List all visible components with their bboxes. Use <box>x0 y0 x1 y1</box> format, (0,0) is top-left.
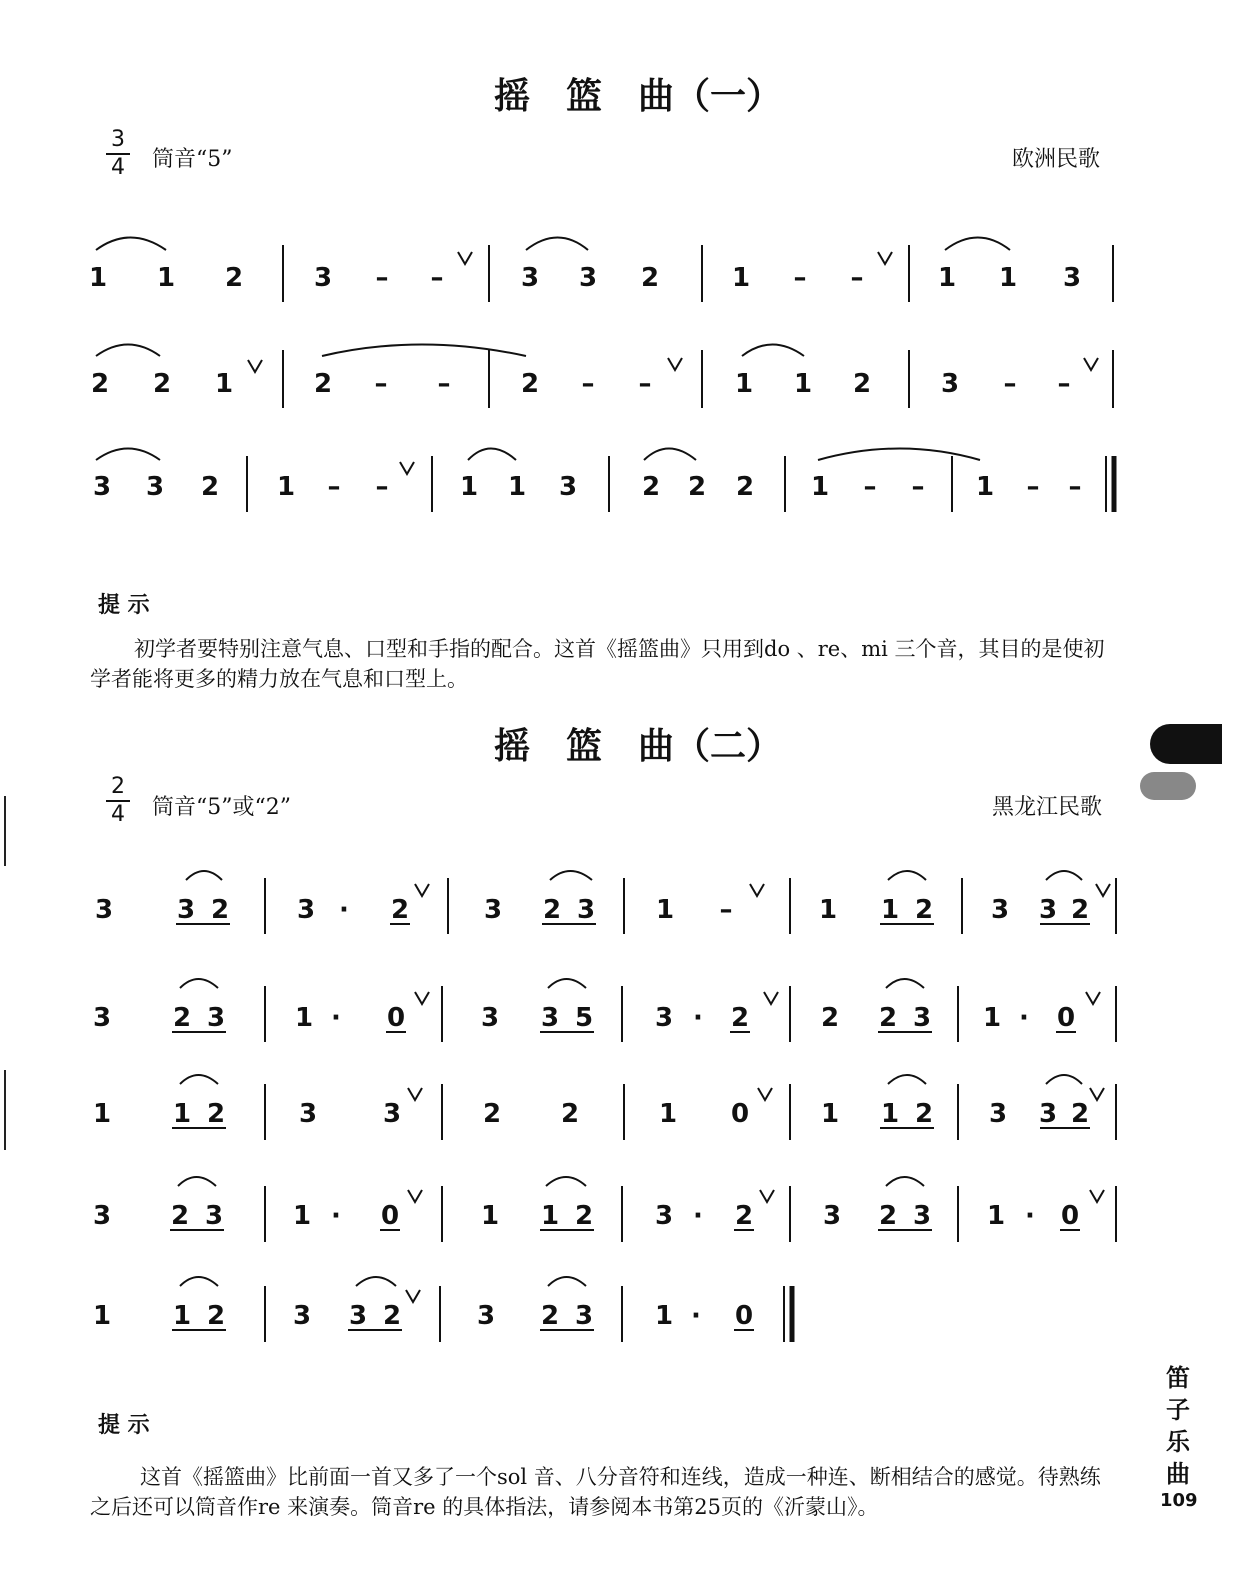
slur <box>178 1177 216 1186</box>
note: 0 <box>386 1003 406 1033</box>
note: 1 <box>507 472 527 502</box>
note-dash: – <box>437 369 451 399</box>
note: 2 <box>482 1099 502 1129</box>
note-dot: · <box>691 1301 701 1331</box>
note: 1 <box>880 1099 900 1129</box>
time-top: 2 <box>111 774 125 799</box>
note: 3 <box>520 263 540 293</box>
note: 3 <box>1062 263 1082 293</box>
note: 3 <box>92 472 112 502</box>
breath-mark <box>760 1190 774 1202</box>
margin-line <box>4 796 6 866</box>
breath-mark <box>415 992 429 1004</box>
tip2-label: 提 示 <box>98 1412 150 1438</box>
slur <box>1046 1075 1082 1084</box>
note-dash: – <box>430 263 444 293</box>
note: 0 <box>730 1099 750 1129</box>
note: 2 <box>210 895 230 925</box>
tip1-text: 初学者要特别注意气息、口型和手指的配合。这首《摇篮曲》只用到do 、re、mi 三个音，其目的是使初学者能将更多的精力放在气息和口型上。 <box>90 637 1105 691</box>
note: 1 <box>92 1301 112 1331</box>
note: 1 <box>88 263 108 293</box>
note-dot: · <box>693 1201 703 1231</box>
note: 1 <box>975 472 995 502</box>
note: 2 <box>1070 895 1090 925</box>
note: 2 <box>224 263 244 293</box>
note: 1 <box>982 1003 1002 1033</box>
note: 2 <box>820 1003 840 1033</box>
note: 3 <box>558 472 578 502</box>
note: 0 <box>1060 1201 1080 1231</box>
note: 3 <box>988 1099 1008 1129</box>
note: 0 <box>1056 1003 1076 1033</box>
note-dot: · <box>331 1201 341 1231</box>
note: 2 <box>200 472 220 502</box>
breath-mark <box>764 992 778 1004</box>
note: 3 <box>990 895 1010 925</box>
breath-mark <box>408 1190 422 1202</box>
note: 1 <box>986 1201 1006 1231</box>
note: 2 <box>914 895 934 925</box>
note: 1 <box>937 263 957 293</box>
note-dash: – <box>793 263 807 293</box>
slur <box>356 1277 396 1286</box>
breath-mark <box>758 1088 772 1100</box>
note: 3 <box>654 1201 674 1231</box>
breath-mark <box>1086 992 1100 1004</box>
note: 2 <box>542 895 562 925</box>
note: 3 <box>145 472 165 502</box>
song2-tube-note: 筒音“5”或“2” <box>152 795 291 820</box>
note: 2 <box>560 1099 580 1129</box>
note: 5 <box>574 1003 594 1033</box>
note-dash: – <box>374 369 388 399</box>
song1-title: 摇 篮 曲（一） <box>494 75 783 117</box>
note: 3 <box>480 1003 500 1033</box>
slur <box>1046 871 1082 880</box>
note: 3 <box>176 895 196 925</box>
song2-origin: 黑龙江民歌 <box>992 795 1103 820</box>
slur <box>546 1177 586 1186</box>
tip1-label: 提 示 <box>98 592 150 618</box>
song1-origin: 欧洲民歌 <box>1012 147 1101 172</box>
note: 2 <box>206 1099 226 1129</box>
slur <box>180 979 218 988</box>
note: 2 <box>313 369 333 399</box>
note: 1 <box>540 1201 560 1231</box>
note: 1 <box>810 472 830 502</box>
side-tab-gray <box>1140 772 1196 800</box>
note: 3 <box>1038 1099 1058 1129</box>
breath-mark <box>408 1088 422 1100</box>
note-dash: – <box>581 369 595 399</box>
note: 3 <box>912 1201 932 1231</box>
note: 3 <box>292 1301 312 1331</box>
note-dot: · <box>693 1003 703 1033</box>
note: 3 <box>348 1301 368 1331</box>
note: 1 <box>818 895 838 925</box>
note: 1 <box>734 369 754 399</box>
breath-mark <box>750 884 764 896</box>
note: 2 <box>540 1301 560 1331</box>
note: 3 <box>574 1301 594 1331</box>
note: 3 <box>540 1003 560 1033</box>
note: 2 <box>1070 1099 1090 1129</box>
note-dash: – <box>863 472 877 502</box>
note: 3 <box>92 1201 112 1231</box>
note: 1 <box>172 1099 192 1129</box>
note: 1 <box>793 369 813 399</box>
note: 1 <box>820 1099 840 1129</box>
note: 1 <box>480 1201 500 1231</box>
note-dash: – <box>911 472 925 502</box>
note: 2 <box>914 1099 934 1129</box>
note-dash: – <box>1068 472 1082 502</box>
time-bottom: 4 <box>111 155 125 180</box>
note: 1 <box>294 1003 314 1033</box>
note: 2 <box>878 1003 898 1033</box>
side-tab-dark <box>1150 724 1222 764</box>
note-dot: · <box>1019 1003 1029 1033</box>
note: 3 <box>912 1003 932 1033</box>
time-top: 3 <box>111 127 125 152</box>
note: 3 <box>578 263 598 293</box>
note: 2 <box>90 369 110 399</box>
note: 1 <box>92 1099 112 1129</box>
note-dash: – <box>638 369 652 399</box>
note: 3 <box>576 895 596 925</box>
slur <box>886 1177 924 1186</box>
song2-title: 摇 篮 曲（二） <box>494 725 783 767</box>
note-dash: – <box>375 263 389 293</box>
note: 3 <box>1038 895 1058 925</box>
breath-mark <box>415 884 429 896</box>
note-dash: – <box>1003 369 1017 399</box>
note-dash: – <box>1026 472 1040 502</box>
note: 3 <box>313 263 333 293</box>
note-dot: · <box>331 1003 341 1033</box>
note: 2 <box>735 472 755 502</box>
note-dash: – <box>327 472 341 502</box>
breath-mark <box>1096 884 1110 896</box>
note: 3 <box>296 895 316 925</box>
note: 2 <box>152 369 172 399</box>
slur <box>180 1277 218 1286</box>
note: 2 <box>574 1201 594 1231</box>
slur <box>548 1277 586 1286</box>
note: 2 <box>730 1003 750 1033</box>
slur <box>888 871 926 880</box>
note: 0 <box>380 1201 400 1231</box>
note: 0 <box>734 1301 754 1331</box>
note: 3 <box>654 1003 674 1033</box>
time-bottom: 4 <box>111 802 125 827</box>
note: 3 <box>382 1099 402 1129</box>
note: 3 <box>94 895 114 925</box>
slur <box>888 1075 926 1084</box>
song1-tube-note: 筒音“5” <box>152 147 233 172</box>
note: 1 <box>292 1201 312 1231</box>
breath-mark <box>1090 1088 1104 1100</box>
note: 1 <box>658 1099 678 1129</box>
note: 1 <box>880 895 900 925</box>
note: 2 <box>641 472 661 502</box>
note: 1 <box>655 895 675 925</box>
margin-line <box>4 1070 6 1150</box>
note: 2 <box>172 1003 192 1033</box>
note: 3 <box>204 1201 224 1231</box>
note: 1 <box>654 1301 674 1331</box>
note-dash: – <box>375 472 389 502</box>
side-category-text: 笛子乐曲 <box>1166 1363 1190 1488</box>
note: 1 <box>731 263 751 293</box>
slur <box>548 979 586 988</box>
note-dot: · <box>1025 1201 1035 1231</box>
note: 3 <box>206 1003 226 1033</box>
note: 1 <box>276 472 296 502</box>
note-dash: – <box>850 263 864 293</box>
note: 3 <box>476 1301 496 1331</box>
note: 2 <box>382 1301 402 1331</box>
note: 1 <box>998 263 1018 293</box>
note: 3 <box>92 1003 112 1033</box>
slur <box>886 979 924 988</box>
breath-mark <box>1090 1190 1104 1202</box>
note: 2 <box>734 1201 754 1231</box>
note: 2 <box>390 895 410 925</box>
slur <box>550 871 592 880</box>
note-dash: – <box>1057 369 1071 399</box>
note: 3 <box>298 1099 318 1129</box>
note: 2 <box>687 472 707 502</box>
note: 2 <box>640 263 660 293</box>
note: 2 <box>170 1201 190 1231</box>
slur <box>180 1075 218 1084</box>
note: 3 <box>822 1201 842 1231</box>
note-dot: · <box>339 895 349 925</box>
note: 3 <box>940 369 960 399</box>
slur <box>186 871 222 880</box>
note: 2 <box>206 1301 226 1331</box>
note: 1 <box>156 263 176 293</box>
note-dash: – <box>719 895 733 925</box>
note: 2 <box>878 1201 898 1231</box>
note: 3 <box>483 895 503 925</box>
note: 1 <box>172 1301 192 1331</box>
tip2-text: 这首《摇篮曲》比前面一首又多了一个sol 音、八分音符和连线，造成一种连、断相结合的感觉。待熟练之后还可以筒音作re 来演奏。筒音re 的具体指法，请参阅本书第25页的《沂蒙山》。 <box>90 1465 1101 1519</box>
note: 1 <box>214 369 234 399</box>
note: 1 <box>459 472 479 502</box>
breath-mark <box>406 1290 420 1302</box>
note: 2 <box>520 369 540 399</box>
page-number: 109 <box>1160 1490 1198 1511</box>
note: 2 <box>852 369 872 399</box>
